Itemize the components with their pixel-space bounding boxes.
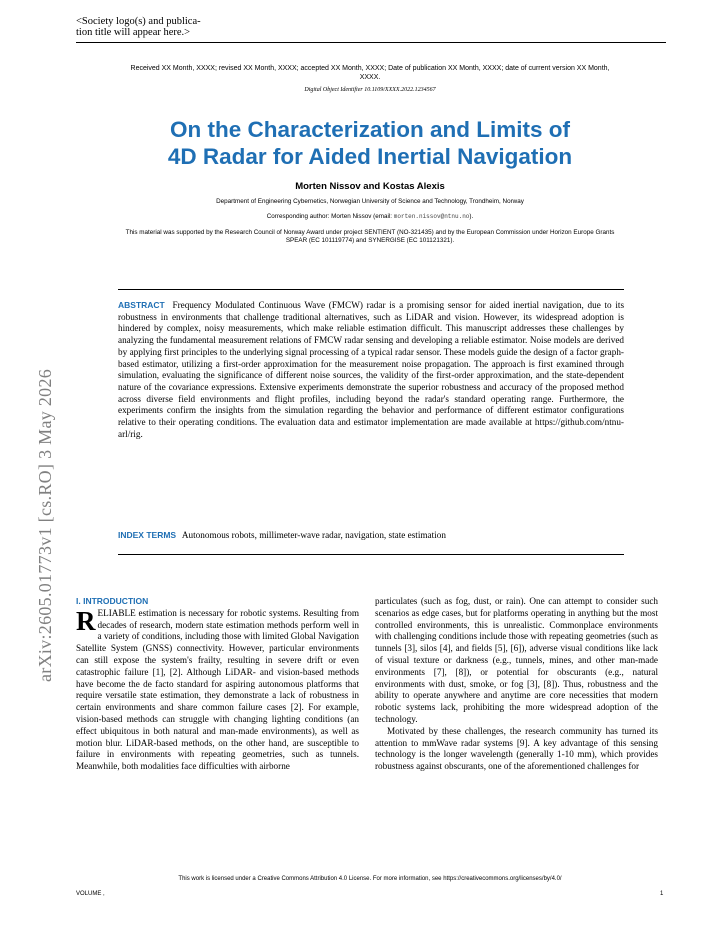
affiliation: Department of Engineering Cybernetics, Norwegian University of Science and Technology, Trondheim, Norway: [216, 198, 524, 205]
corresponding-author: [100, 213, 640, 220]
drop-cap: R: [76, 605, 96, 636]
arxiv-id-stamp: arXiv:2605.01773v1 [cs.RO] 3 May 2026: [35, 368, 55, 682]
title-line-1: On the Characterization and Limits of: [169, 117, 571, 142]
body-column-left: [76, 596, 359, 773]
corresponding-email[interactable]: morten.nissov@ntnu.no: [393, 213, 470, 220]
doi-line: Digital Object Identifier 10.1109/XXXX.2022.1234567: [304, 87, 436, 93]
page-number: 1: [660, 891, 664, 897]
abstract: [118, 300, 624, 440]
index-terms-label: INDEX TERMS: [118, 530, 177, 540]
body-column-right: [375, 596, 658, 773]
corresponding-prefix: Corresponding author: Morten Nissov (email:: [266, 213, 394, 220]
society-logo-placeholder: <Society logo(s) and publica- tion title will appear here.>: [76, 16, 201, 38]
intro-paragraph-2: Motivated by these challenges, the research community has turned its attention to mmWave radar systems [9]. A key advantage of this sensing technology is the longer wavelength (generally 1-10 mm), which provides robustness against obscurants, one of the aforementioned challenges for: [375, 725, 658, 772]
paper-title: [100, 116, 640, 170]
index-terms-text: Autonomous robots, millimeter-wave radar, navigation, state estimation: [181, 530, 446, 540]
intro-paragraph-1: [76, 605, 359, 773]
index-terms: [118, 530, 624, 542]
received-dates: Received XX Month, XXXX; revised XX Month, XXXX; accepted XX Month, XXXX; Date of publication XX Month, XXXX; date of current version XX Month, XXXX.: [130, 65, 610, 82]
abstract-bottom-rule: [118, 554, 624, 555]
volume-label: VOLUME ,: [76, 891, 105, 897]
intro-paragraph-1-continued: particulates (such as fog, dust, or rain). One can attempt to consider such scenarios as edge cases, but for platforms operating in anything but the most controlled environments, this is unrealistic. Commonplace environments with challenging conditions include those with repeating geometries (such as tunnels [3], silos [4], and fields [5], [6]), adverse visual conditions like lack of visual texture or darkness (e.g., tunnels, mines, and other man-made environments [7], [8]), or potential for obscurants (e.g., natural environments with dust, smoke, or fog [3], [8]). Thus, robustness and the ability to operate anywhere and anytime are core necessities that modern robotic systems lack, prohibiting the more widespread adoption of the technology.: [375, 596, 658, 724]
abstract-text: Frequency Modulated Continuous Wave (FMCW) radar is a promising sensor for aided inertial navigation, due to its robustness in environments that challenge traditional alternatives, such as LiDAR and vision. However, its widespread adoption is hindered by complex, noisy measurements, which make reliable estimation difficult. This manuscript addresses these challenges by analyzing the fundamental measurement relations of FMCW radar sensing and developing a reliable estimator. Noise models are derived by applying first principles to the underlying signal processing of a typical radar sensor. These models guide the design of a factor graph-based estimator, utilizing a first-order approximation for the measurement noise propagation. The approach is first examined through simulation, evaluating the significance of different noise sources, the validity of the first-order approximation, and the state-dependent nature of the covariance expressions. Extensive experiments demonstrate the superior robustness and accuracy of the proposed method across diverse field environments and flight profiles, including beyond the radar's standard operating range. Furthermore, the experiments confirm the insights from the simulation regarding the behavior and performance of different estimator configurations relative to their operating conditions. The evaluation data and estimator implementation are made available at https://github.com/ntnu-arl/rig.: [118, 300, 625, 439]
authors: Morten Nissov and Kostas Alexis: [295, 181, 445, 192]
title-line-2: 4D Radar for Aided Inertial Navigation: [167, 144, 573, 169]
funding-note: This material was supported by the Research Council of Norway Award under project SENTIENT (NO-321435) and by the European Commission under Horizon Europe Grants SPEAR (EC 101119774) and SYNERGISE (EC 101121321).: [125, 229, 615, 244]
abstract-label: ABSTRACT: [118, 300, 165, 310]
header-rule: [76, 42, 666, 43]
corresponding-suffix: ).: [469, 213, 474, 220]
abstract-top-rule: [118, 289, 624, 290]
license-note: This work is licensed under a Creative Commons Attribution 4.0 License. For more information, see https://creativecommons.org/licenses/by/4.0/: [178, 876, 562, 882]
intro-paragraph-1-text: ELIABLE estimation is necessary for robotic systems. Resulting from decades of research, modern state estimation methods perform well in a variety of conditions, including those with limited Global Navigation Satellite System (GNSS) connectivity. However, particular environments can still expose the system's frailty, resulting in severe drift or even catastrophic failure [1], [2]. Although LiDAR- and vision-based methods have become the de facto standard for aspiring autonomous platforms that require versatile state estimation, they demonstrate a lack of robustness in certain environments and share common failure cases [2]. For example, vision-based methods can struggle with changing lighting conditions (an effect ubiquitous in both natural and man-made environments), as well as motion blur. LiDAR-based methods, on the other hand, are susceptible to failure in environments with repeating geometries, such as tunnels. Meanwhile, both modalities face difficulties with airborne: [76, 607, 359, 772]
section-heading-introduction: I. INTRODUCTION: [76, 596, 149, 606]
